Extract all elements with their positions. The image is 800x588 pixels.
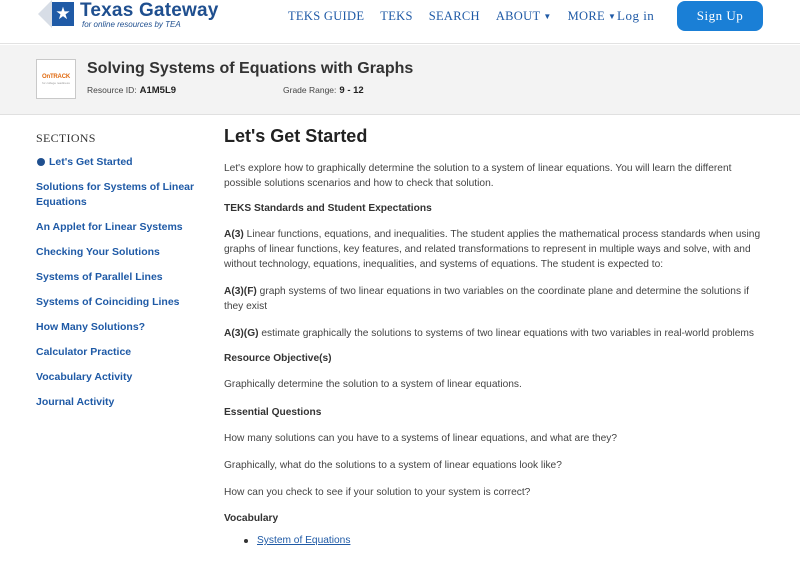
sidebar-item-label: Journal Activity: [36, 396, 115, 408]
sidebar-item-coinciding[interactable]: [36, 295, 216, 310]
logo-subtitle: for online resources by TEA: [82, 20, 181, 29]
sidebar-item-label: Systems of Coinciding Lines: [36, 296, 180, 308]
resource-thumbnail: [36, 59, 76, 99]
sidebar-item-label: Vocabulary Activity: [36, 371, 133, 383]
login-link[interactable]: Log in: [617, 8, 655, 23]
nav-label: ABOUT: [495, 9, 541, 23]
sidebar-item-applet[interactable]: [36, 220, 216, 235]
active-dot-icon: [37, 158, 45, 166]
resource-id-label: Resource ID:: [87, 85, 137, 95]
nav-label: MORE: [567, 9, 605, 23]
nav-more[interactable]: [568, 9, 617, 24]
resource-banner: [0, 45, 800, 115]
ontrack-logo-subtitle: for college readiness: [42, 80, 70, 85]
nav-teks[interactable]: [380, 9, 412, 24]
sidebar-item-parallel[interactable]: [36, 270, 216, 285]
page-title: Solving Systems of Equations with Graphs: [87, 60, 414, 77]
grade-range-label: Grade Range:: [283, 85, 337, 95]
sidebar-item-label: Systems of Parallel Lines: [36, 271, 163, 283]
question-text: How can you check to see if your solution to your system is correct?: [224, 487, 531, 498]
sections-heading: SECTIONS: [36, 131, 96, 145]
standard-a3g: [224, 326, 770, 341]
grade-range-value: 9 - 12: [339, 85, 364, 96]
sidebar-item-vocabulary[interactable]: [36, 370, 216, 385]
standard-a3f: [224, 284, 770, 314]
nav-label: TEKS GUIDE: [288, 9, 365, 23]
standard-code: A(3)(G): [224, 328, 259, 339]
star-flag-icon: ★: [38, 0, 78, 28]
standard-text: graph systems of two linear equations in two variables on the coordinate plane and determine the solutions if they exist: [224, 286, 749, 312]
signup-button[interactable]: Sign Up: [677, 1, 763, 31]
sidebar-item-label: Let's Get Started: [49, 156, 133, 168]
sidebar-item-label: Calculator Practice: [36, 346, 132, 358]
ontrack-logo: OnTRACK: [42, 73, 70, 80]
main-nav: [288, 9, 632, 24]
nav-search[interactable]: [429, 9, 480, 24]
intro-paragraph: Let's explore how to graphically determine the solution to a system of linear equations. You will learn the different possible solutions scenarios and how to check that solution.: [224, 163, 732, 189]
caret-down-icon: ▼: [543, 12, 552, 21]
caret-down-icon: ▼: [607, 12, 617, 21]
sections-sidebar: [36, 131, 216, 420]
question-text: How many solutions can you have to a systems of linear equations, and what are they?: [224, 433, 618, 444]
teks-heading: TEKS Standards and Student Expectations: [224, 203, 432, 214]
resource-id-value: A1M5L9: [139, 85, 177, 96]
logo-title: Texas Gateway: [80, 0, 219, 21]
sidebar-item-lets-get-started[interactable]: [36, 155, 216, 170]
sidebar-item-journal[interactable]: [36, 395, 216, 410]
vocabulary-list: [244, 535, 770, 546]
sidebar-item-calculator[interactable]: [36, 345, 216, 360]
essential-questions-heading: Essential Questions: [224, 407, 322, 418]
objective-heading: Resource Objective(s): [224, 353, 332, 364]
sidebar-item-solutions[interactable]: [36, 180, 216, 210]
nav-about[interactable]: [496, 9, 552, 24]
main-content: [224, 126, 770, 546]
resource-meta: [87, 85, 364, 96]
sidebar-item-label: An Applet for Linear Systems: [36, 221, 183, 233]
bullet-icon: [244, 539, 248, 543]
question-text: Graphically, what do the solutions to a system of linear equations look like?: [224, 460, 562, 471]
standard-text: estimate graphically the solutions to systems of two linear equations with two variables in real-world problems: [261, 328, 754, 339]
section-heading: Let's Get Started: [224, 126, 368, 146]
sidebar-item-label: Checking Your Solutions: [36, 246, 160, 258]
vocabulary-heading: Vocabulary: [224, 513, 279, 524]
standard-a3: [224, 227, 770, 272]
standard-text: Linear functions, equations, and inequalities. The student applies the mathematical process standards when using graphs of linear functions, key features, and related transformations to represent in multiple ways and solve, with and without technology, equations, inequalities, and systems of equations. The student is expected to:: [224, 229, 761, 270]
vocab-label: System of Equations: [257, 535, 351, 546]
vocab-link-system-of-equations[interactable]: [244, 535, 770, 546]
sidebar-item-how-many[interactable]: [36, 320, 216, 335]
nav-label: TEKS: [380, 9, 413, 23]
objective-text: Graphically determine the solution to a system of linear equations.: [224, 379, 522, 390]
sidebar-item-checking[interactable]: [36, 245, 216, 260]
texas-gateway-logo[interactable]: [38, 0, 219, 30]
sidebar-item-label: How Many Solutions?: [36, 321, 146, 333]
standard-code: A(3): [224, 229, 244, 240]
standard-code: A(3)(F): [224, 286, 257, 297]
nav-teks-guide[interactable]: [288, 9, 364, 24]
nav-label: SEARCH: [428, 9, 480, 23]
top-navigation-bar: [0, 0, 800, 44]
sidebar-item-label: Solutions for Systems of Linear Equations: [36, 181, 195, 208]
